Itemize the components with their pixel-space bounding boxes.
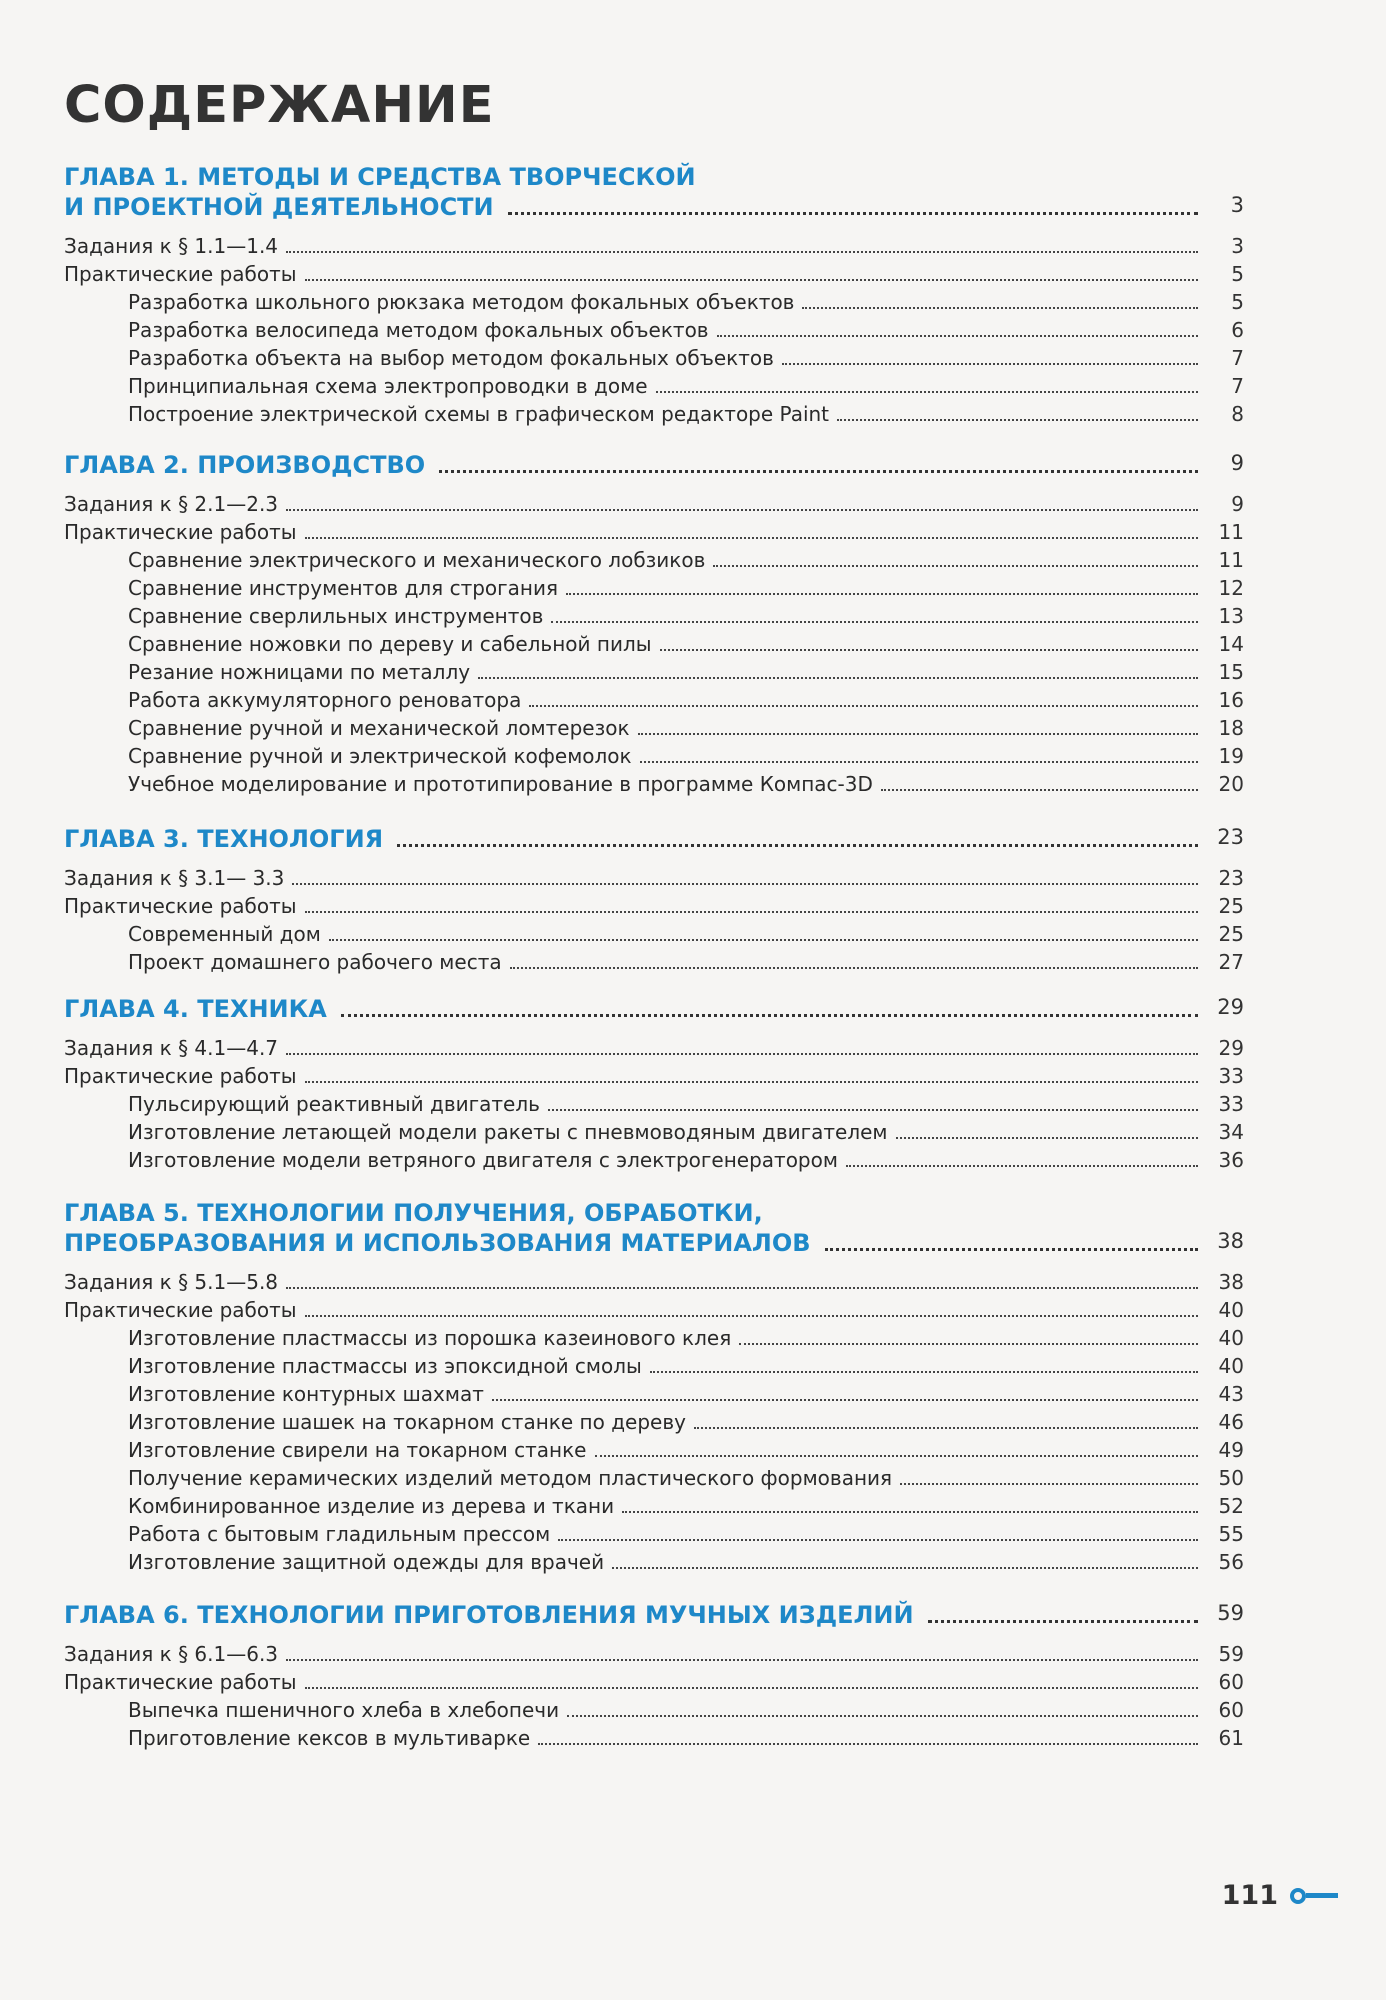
dot-leader [538,1743,1198,1745]
entry-page-number: 25 [1218,922,1244,946]
dot-leader [508,212,1198,215]
entry-title: Получение керамических изделий методом пластического формования [128,1466,893,1490]
entry-title: Практические работы [64,894,297,918]
chapter-page-number: 23 [1217,825,1244,849]
entry-page-number: 36 [1218,1148,1244,1172]
entry-title: Изготовление пластмассы из порошка казеинового клея [128,1326,732,1350]
entry-page-number: 19 [1218,744,1244,768]
toc-subentry[interactable] [64,602,1244,630]
entry-title: Практические работы [64,1670,297,1694]
dot-leader [305,279,1198,281]
entry-title: Комбинированное изделие из дерева и ткани [128,1494,615,1518]
entry-title: Сравнение ручной и электрической кофемолок [128,744,632,768]
dot-leader [656,391,1198,393]
toc-entry[interactable] [64,1296,1244,1324]
entry-title: Разработка школьного рюкзака методом фокальных объектов [128,290,795,314]
dot-leader [478,677,1198,679]
dot-leader [566,593,1198,595]
toc-entry[interactable] [64,260,1244,288]
chapter-heading[interactable] [64,162,1244,222]
dot-leader [286,251,1198,253]
entry-page-number: 38 [1218,1270,1244,1294]
dot-leader [286,509,1198,511]
chapter-page-number: 29 [1217,995,1244,1019]
chapter-heading-line [64,450,1204,480]
chapter-heading[interactable] [64,1198,1244,1258]
chapter-heading-text: ГЛАВА 2. ПРОИЗВОДСТВО [64,451,426,479]
folio-bar-decoration [1306,1893,1338,1898]
toc-subentry[interactable] [64,1520,1244,1548]
dot-leader [292,883,1198,885]
entry-title: Практические работы [64,520,297,544]
entry-title: Сравнение сверлильных инструментов [128,604,544,628]
spacer [64,854,1244,864]
chapter-heading-text: ГЛАВА 4. ТЕХНИКА [64,995,327,1023]
entry-title: Практические работы [64,1298,297,1322]
toc-subentry[interactable] [64,1696,1244,1724]
entry-title: Учебное моделирование и прототипирование в программе Компас-3D [128,772,873,796]
folio-ring-icon [1290,1888,1306,1904]
entry-page-number: 11 [1218,520,1244,544]
entry-title: Задания к § 1.1—1.4 [64,234,279,258]
page-title: СОДЕРЖАНИЕ [64,76,495,135]
entry-title: Построение электрической схемы в графическом редакторе Paint [128,402,830,426]
toc-subentry[interactable] [64,1118,1244,1146]
dot-leader [846,1165,1198,1167]
spacer [64,1024,1244,1034]
toc-subentry[interactable] [64,686,1244,714]
entry-title: Проект домашнего рабочего места [128,950,502,974]
toc-subentry[interactable] [64,1408,1244,1436]
entry-page-number: 33 [1218,1064,1244,1088]
dot-leader [782,363,1198,365]
entry-page-number: 23 [1218,866,1244,890]
chapter-block [64,1198,1244,1576]
entry-title: Задания к § 5.1—5.8 [64,1270,279,1294]
dot-leader [305,537,1198,539]
dot-leader [595,1455,1199,1457]
entry-page-number: 25 [1218,894,1244,918]
spacer [64,1258,1244,1268]
toc-subentry[interactable] [64,1090,1244,1118]
chapter-heading-line [64,1600,1204,1630]
toc-subentry[interactable] [64,1324,1244,1352]
entry-page-number: 40 [1218,1326,1244,1350]
toc-subentry[interactable] [64,1380,1244,1408]
dot-leader [551,621,1198,623]
toc-subentry[interactable] [64,1436,1244,1464]
entry-page-number: 43 [1218,1382,1244,1406]
dot-leader [439,470,1198,473]
page-number: 111 [1221,1880,1278,1911]
toc-subentry[interactable] [64,1352,1244,1380]
dot-leader [837,419,1198,421]
entry-title: Разработка объекта на выбор методом фокальных объектов [128,346,774,370]
toc-subentry[interactable] [64,714,1244,742]
dot-leader [896,1137,1198,1139]
entry-title: Задания к § 3.1— 3.3 [64,866,285,890]
toc-entry[interactable] [64,1640,1244,1668]
entry-page-number: 9 [1231,492,1244,516]
dot-leader [305,1687,1198,1689]
chapter-heading-text: ПРЕОБРАЗОВАНИЯ И ИСПОЛЬЗОВАНИЯ МАТЕРИАЛОВ [64,1229,811,1257]
toc-subentry[interactable] [64,1146,1244,1174]
entry-title: Практические работы [64,262,297,286]
entry-title: Современный дом [128,922,321,946]
entry-page-number: 46 [1218,1410,1244,1434]
entry-page-number: 55 [1218,1522,1244,1546]
entry-title: Изготовление контурных шахмат [128,1382,484,1406]
entry-page-number: 13 [1218,604,1244,628]
dot-leader [612,1567,1198,1569]
dot-leader [694,1427,1198,1429]
entry-page-number: 8 [1231,402,1244,426]
entry-title: Изготовление защитной одежды для врачей [128,1550,605,1574]
chapter-heading-line [64,1228,1204,1258]
dot-leader [286,1659,1198,1661]
dot-leader [510,967,1198,969]
chapter-block [64,1600,1244,1752]
chapter-heading-text: ГЛАВА 6. ТЕХНОЛОГИИ ПРИГОТОВЛЕНИЯ МУЧНЫХ ИЗДЕЛИЙ [64,1601,914,1629]
entry-page-number: 33 [1218,1092,1244,1116]
chapter-heading-line [64,162,1204,192]
entry-title: Выпечка пшеничного хлеба в хлебопечи [128,1698,560,1722]
dot-leader [825,1248,1198,1251]
dot-leader [286,1053,1198,1055]
spacer [64,1630,1244,1640]
entry-page-number: 40 [1218,1354,1244,1378]
dot-leader [802,307,1198,309]
entry-title: Приготовление кексов в мультиварке [128,1726,531,1750]
toc-subentry[interactable] [64,1724,1244,1752]
entry-page-number: 7 [1231,374,1244,398]
entry-page-number: 52 [1218,1494,1244,1518]
entry-page-number: 59 [1218,1642,1244,1666]
dot-leader [305,1081,1198,1083]
dot-leader [529,705,1198,707]
toc-subentry[interactable] [64,288,1244,316]
entry-title: Работа аккумуляторного реноватора [128,688,522,712]
entry-title: Сравнение электрического и механического лобзиков [128,548,706,572]
entry-page-number: 7 [1231,346,1244,370]
toc-subentry[interactable] [64,630,1244,658]
toc-subentry[interactable] [64,400,1244,428]
entry-title: Сравнение ручной и механической ломтерезок [128,716,630,740]
toc-subentry[interactable] [64,574,1244,602]
entry-page-number: 40 [1218,1298,1244,1322]
toc-subentry[interactable] [64,316,1244,344]
chapter-heading-line [64,994,1204,1024]
dot-leader [638,733,1198,735]
entry-title: Задания к § 4.1—4.7 [64,1036,279,1060]
dot-leader [900,1483,1198,1485]
toc-subentry[interactable] [64,658,1244,686]
entry-page-number: 61 [1218,1726,1244,1750]
entry-page-number: 3 [1231,234,1244,258]
entry-title: Изготовление пластмассы из эпоксидной смолы [128,1354,642,1378]
dot-leader [567,1715,1198,1717]
entry-page-number: 50 [1218,1466,1244,1490]
entry-page-number: 49 [1218,1438,1244,1462]
chapter-block [64,824,1244,976]
entry-page-number: 14 [1218,632,1244,656]
entry-title: Разработка велосипеда методом фокальных объектов [128,318,709,342]
dot-leader [650,1371,1198,1373]
entry-title: Сравнение инструментов для строгания [128,576,559,600]
toc-entry[interactable] [64,864,1244,892]
toc-entry[interactable] [64,518,1244,546]
chapter-heading[interactable] [64,994,1244,1024]
dot-leader [881,789,1198,791]
dot-leader [305,1315,1198,1317]
chapter-heading-line [64,192,1204,222]
dot-leader [622,1511,1198,1513]
table-of-contents [64,162,1244,1752]
chapter-block [64,450,1244,798]
chapter-block [64,162,1244,428]
chapter-heading-text: ГЛАВА 3. ТЕХНОЛОГИЯ [64,825,384,853]
entry-page-number: 29 [1218,1036,1244,1060]
toc-subentry[interactable] [64,372,1244,400]
chapter-page-number: 9 [1230,451,1244,475]
dot-leader [928,1620,1198,1623]
chapter-heading-text: И ПРОЕКТНОЙ ДЕЯТЕЛЬНОСТИ [64,193,494,221]
toc-entry[interactable] [64,1268,1244,1296]
chapter-heading-line [64,824,1204,854]
chapter-page-number: 59 [1217,1601,1244,1625]
entry-page-number: 5 [1231,290,1244,314]
chapter-heading[interactable] [64,1600,1244,1630]
toc-subentry[interactable] [64,546,1244,574]
toc-subentry[interactable] [64,742,1244,770]
spacer [64,222,1244,232]
entry-page-number: 60 [1218,1698,1244,1722]
toc-entry[interactable] [64,1034,1244,1062]
dot-leader [548,1109,1198,1111]
entry-page-number: 5 [1231,262,1244,286]
entry-title: Задания к § 6.1—6.3 [64,1642,279,1666]
entry-title: Работа с бытовым гладильным прессом [128,1522,551,1546]
chapter-heading-text: ГЛАВА 5. ТЕХНОЛОГИИ ПОЛУЧЕНИЯ, ОБРАБОТКИ, [64,1199,763,1227]
dot-leader [397,844,1198,847]
dot-leader [492,1399,1198,1401]
entry-page-number: 11 [1218,548,1244,572]
entry-title: Сравнение ножовки по дереву и сабельной пилы [128,632,652,656]
dot-leader [640,761,1198,763]
page-folio [1222,1880,1338,1911]
chapter-heading[interactable] [64,450,1244,480]
entry-page-number: 6 [1231,318,1244,342]
toc-subentry[interactable] [64,1492,1244,1520]
toc-subentry[interactable] [64,1548,1244,1576]
chapter-page-number: 3 [1230,193,1244,217]
spacer [64,480,1244,490]
dot-leader [558,1539,1198,1541]
chapter-heading-text: ГЛАВА 1. МЕТОДЫ И СРЕДСТВА ТВОРЧЕСКОЙ [64,163,696,191]
entry-page-number: 34 [1218,1120,1244,1144]
entry-page-number: 15 [1218,660,1244,684]
entry-page-number: 12 [1218,576,1244,600]
chapter-heading[interactable] [64,824,1244,854]
dot-leader [660,649,1198,651]
entry-page-number: 60 [1218,1670,1244,1694]
toc-entry[interactable] [64,892,1244,920]
toc-entry[interactable] [64,232,1244,260]
dot-leader [305,911,1198,913]
toc-entry[interactable] [64,1668,1244,1696]
entry-page-number: 56 [1218,1550,1244,1574]
toc-subentry[interactable] [64,920,1244,948]
entry-title: Изготовление свирели на токарном станке [128,1438,587,1462]
chapter-page-number: 38 [1217,1229,1244,1253]
entry-page-number: 20 [1218,772,1244,796]
toc-subentry[interactable] [64,1464,1244,1492]
toc-subentry[interactable] [64,770,1244,798]
entry-title: Изготовление модели ветряного двигателя с электрогенератором [128,1148,838,1172]
toc-entry[interactable] [64,1062,1244,1090]
dot-leader [739,1343,1198,1345]
entry-title: Практические работы [64,1064,297,1088]
entry-title: Резание ножницами по металлу [128,660,471,684]
toc-entry[interactable] [64,490,1244,518]
chapter-block [64,994,1244,1174]
chapter-heading-line [64,1198,1204,1228]
dot-leader [713,565,1198,567]
entry-page-number: 18 [1218,716,1244,740]
dot-leader [717,335,1198,337]
dot-leader [329,939,1198,941]
entry-title: Задания к § 2.1—2.3 [64,492,279,516]
toc-subentry[interactable] [64,344,1244,372]
entry-title: Принципиальная схема электропроводки в доме [128,374,648,398]
dot-leader [341,1014,1198,1017]
toc-subentry[interactable] [64,948,1244,976]
entry-title: Изготовление летающей модели ракеты с пневмоводяным двигателем [128,1120,888,1144]
dot-leader [286,1287,1198,1289]
entry-page-number: 27 [1218,950,1244,974]
entry-page-number: 16 [1218,688,1244,712]
entry-title: Изготовление шашек на токарном станке по дереву [128,1410,686,1434]
entry-title: Пульсирующий реактивный двигатель [128,1092,540,1116]
